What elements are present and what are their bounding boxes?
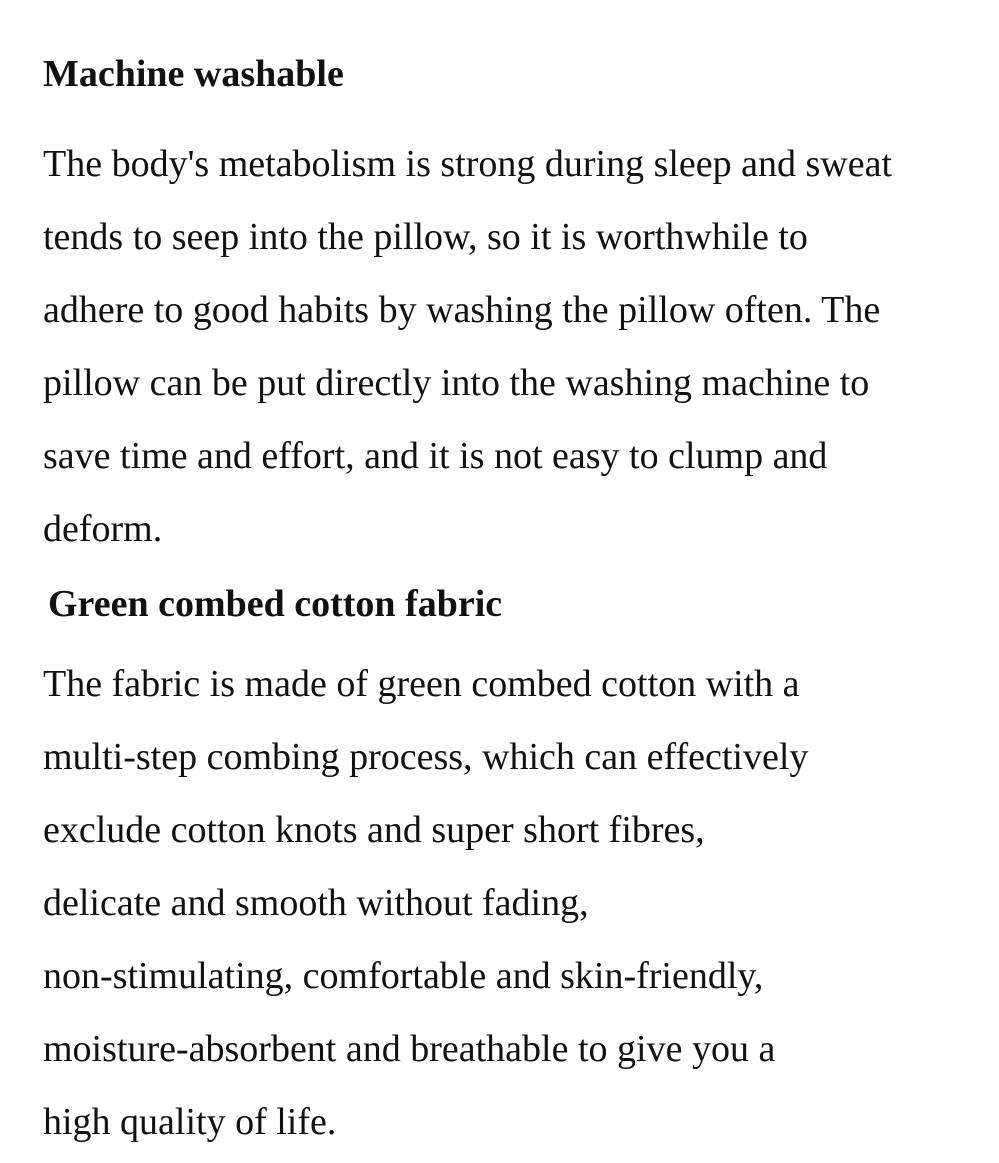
paragraph-line: pillow can be put directly into the washing machine to xyxy=(43,362,870,404)
paragraph-line: tends to seep into the pillow, so it is worthwhile to xyxy=(43,216,808,258)
paragraph-line: adhere to good habits by washing the pillow often. The xyxy=(43,289,881,331)
section-heading-machine-washable: Machine washable xyxy=(43,53,344,95)
paragraph-line: The body's metabolism is strong during sleep and sweat xyxy=(43,143,893,185)
paragraph-line: exclude cotton knots and super short fibres, xyxy=(43,809,705,851)
paragraph-line: save time and effort, and it is not easy to clump and xyxy=(43,435,828,477)
paragraph-line: multi-step combing process, which can effectively xyxy=(43,736,809,778)
section-paragraph-machine-washable xyxy=(43,128,892,566)
paragraph-line: non-stimulating, comfortable and skin-friendly, xyxy=(43,955,764,997)
paragraph-line: delicate and smooth without fading, xyxy=(43,882,589,924)
paragraph-line: deform. xyxy=(43,508,163,550)
section-paragraph-green-combed-cotton xyxy=(43,648,808,1159)
paragraph-line: moisture-absorbent and breathable to give you a xyxy=(43,1028,776,1070)
paragraph-line: high quality of life. xyxy=(43,1101,337,1143)
paragraph-line: The fabric is made of green combed cotton with a xyxy=(43,663,800,705)
section-heading-green-combed-cotton: Green combed cotton fabric xyxy=(48,583,503,625)
